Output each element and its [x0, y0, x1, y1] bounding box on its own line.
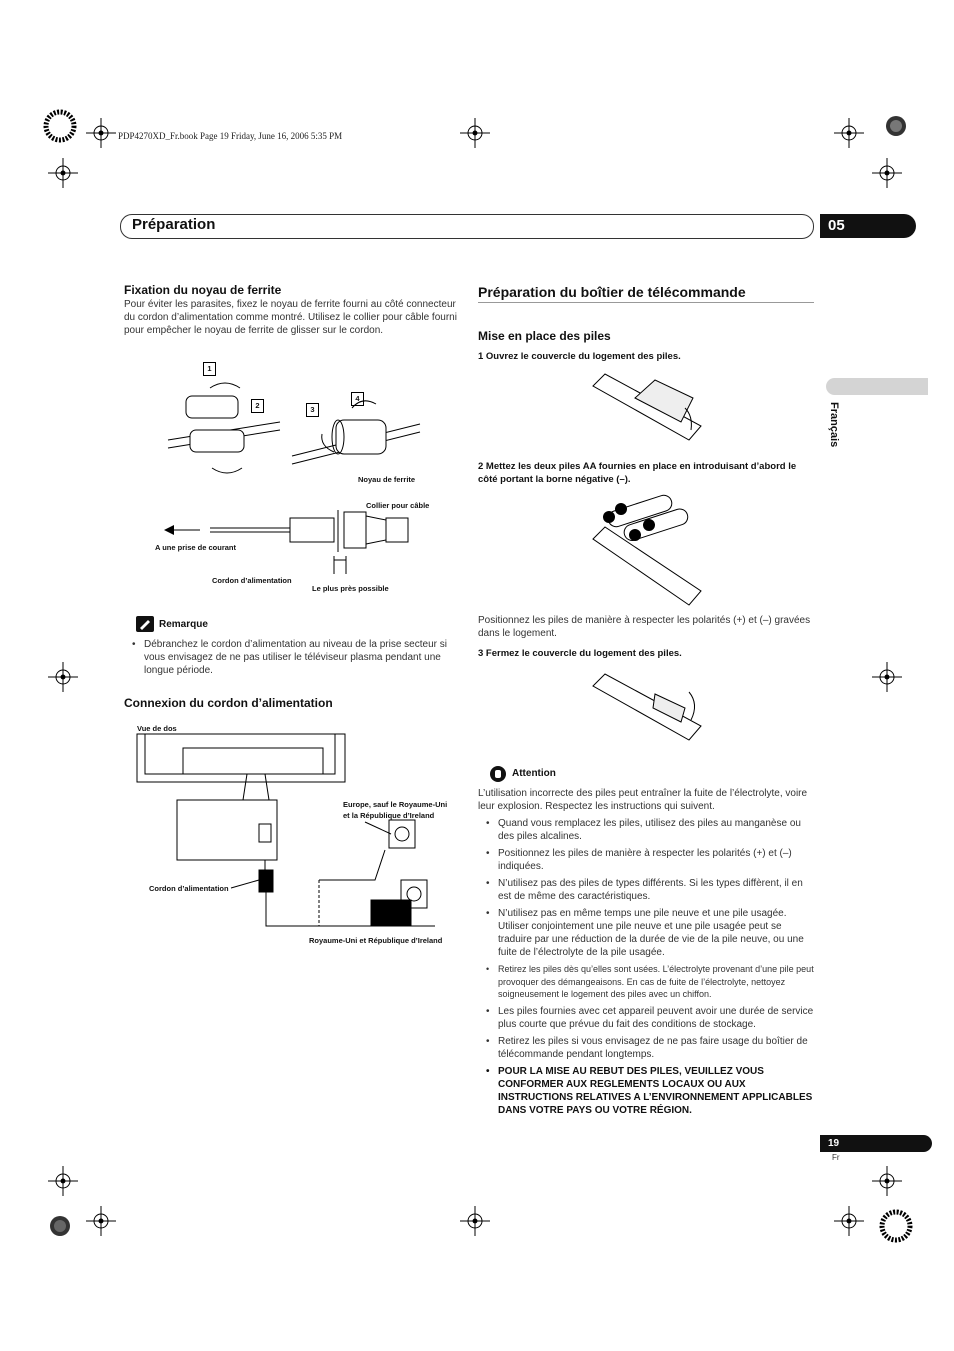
- caution-hand-icon: [490, 766, 506, 782]
- crosshair-icon: [86, 1206, 116, 1236]
- caution-item: • Retirez les piles si vous envisagez de ne pas faire usage du boîtier de télécommande pendant longtemps.: [480, 1035, 816, 1061]
- registration-mark-icon: [40, 106, 80, 146]
- step-4-label: 4: [351, 392, 364, 406]
- uk-label: Royaume-Uni et République d’Ireland: [309, 936, 443, 945]
- note-title: Remarque: [159, 619, 208, 630]
- rear-view-label: Vue de dos: [137, 724, 177, 733]
- caution-item: • N’utilisez pas en même temps une pile neuve et une pile usagée. Utiliser conjointement une pile neuve et une pile usagée peut se traduire par une réduction de la durée de vie de la pile neuve, ou une fuite de l’électrolyte de la pile usagée.: [480, 907, 816, 959]
- polarity-text: Positionnez les piles de manière à respecter les polarités (+) et (–) gravées dans le logement.: [478, 615, 811, 639]
- europe-label: Europe, sauf le Royaume-Uni et la République d’Ireland: [343, 800, 448, 820]
- cable-tie-label: Collier pour câble: [366, 501, 430, 510]
- caution-text: L’utilisation incorrecte des piles peut entraîner la fuite de l’électrolyte, voire leur explosion. Respectez les instructions qui suivent.: [478, 788, 808, 812]
- crosshair-icon: [48, 1166, 78, 1196]
- section-rule: [478, 302, 814, 303]
- to-outlet-label: A une prise de courant: [155, 543, 236, 552]
- crosshair-icon: [872, 662, 902, 692]
- crosshair-icon: [834, 1206, 864, 1236]
- caution-item: • Retirez les piles dès qu’elles sont usées. L’électrolyte provenant d’une pile peut provoquer des démangeaisons. En cas de fuite de l’électrolyte, nettoyez soigneusement le logement des piles avec un chiffon.: [480, 963, 816, 1001]
- note-list: [126, 638, 464, 681]
- power-cord-figure: [135, 730, 455, 950]
- note-item: • Débranchez le cordon d’alimentation au niveau de la prise secteur si vous envisagez de ne pas utiliser le téléviseur plasma pendant une longue période.: [126, 638, 464, 677]
- caution-title: Attention: [512, 768, 556, 779]
- crosshair-icon: [460, 118, 490, 148]
- step-3-text: 3 Fermez le couvercle du logement des piles.: [478, 648, 682, 659]
- page-title: Préparation: [132, 216, 216, 233]
- crosshair-icon: [872, 1166, 902, 1196]
- batteries-heading: Mise en place des piles: [478, 329, 611, 343]
- power-cord-heading: Connexion du cordon d’alimentation: [124, 696, 333, 710]
- remote-section-title: Préparation du boîtier de télécommande: [478, 284, 746, 300]
- step-3-label: 3: [306, 403, 319, 417]
- page-lang-code: Fr: [832, 1153, 840, 1162]
- step-1-text: 1 Ouvrez le couvercle du logement des piles.: [478, 351, 681, 362]
- crosshair-icon: [48, 158, 78, 188]
- crosshair-icon: [872, 158, 902, 188]
- note-pencil-icon: [136, 616, 154, 632]
- remote-batteries-figure: [585, 495, 705, 610]
- page-number: 19: [820, 1135, 932, 1152]
- caution-item: • Quand vous remplacez les piles, utilisez des piles au manganèse ou des piles alcalines.: [480, 817, 816, 843]
- language-label: Français: [828, 402, 840, 448]
- registration-mark-icon: [876, 106, 916, 146]
- file-info-line: PDP4270XD_Fr.book Page 19 Friday, June 16, 2006 5:35 PM: [118, 131, 343, 141]
- caution-item: • Positionnez les piles de manière à respecter les polarités (+) et (–) indiquées.: [480, 847, 816, 873]
- ferrite-heading: Fixation du noyau de ferrite: [124, 283, 282, 297]
- remote-close-figure: [585, 668, 705, 748]
- language-tab: [826, 378, 928, 395]
- crosshair-icon: [86, 118, 116, 148]
- registration-mark-icon: [876, 1206, 916, 1246]
- caution-item: • N’utilisez pas des piles de types différents. Si les types diffèrent, il en est de même des caractéristiques.: [480, 877, 816, 903]
- cord-label: Cordon d’alimentation: [149, 884, 229, 893]
- step-2-label: 2: [251, 399, 264, 413]
- crosshair-icon: [834, 118, 864, 148]
- ferrite-text: Pour éviter les parasites, fixez le noyau de ferrite fourni au côté connecteur du cordon d’alimentation comme montré. Utilisez le collier pour câble fourni pour empêcher le noyau de ferrite de glisser sur le cordon.: [124, 299, 457, 336]
- header-bar: [120, 214, 814, 239]
- chapter-number: 05: [820, 214, 916, 238]
- crosshair-icon: [48, 662, 78, 692]
- ferrite-core-label: Noyau de ferrite: [358, 475, 416, 484]
- caution-item: • POUR LA MISE AU REBUT DES PILES, VEUILLEZ VOUS CONFORMER AUX REGLEMENTS LOCAUX OU AUX INSTRUCTIONS RELATIVES A L’ENVIRONNEMENT APPLICABLES DANS VOTRE PAYS OU VOTRE RÉGION.: [480, 1065, 816, 1117]
- caution-list: [480, 817, 816, 1121]
- registration-mark-icon: [40, 1206, 80, 1246]
- caution-item: • Les piles fournies avec cet appareil peuvent avoir une durée de service plus courte que prévue du fait des conditions de stockage.: [480, 1005, 816, 1031]
- power-cord-label: Cordon d’alimentation: [212, 576, 292, 585]
- remote-open-figure: [585, 368, 705, 448]
- crosshair-icon: [460, 1206, 490, 1236]
- closest-label: Le plus près possible: [312, 584, 389, 593]
- step-1-label: 1: [203, 362, 216, 376]
- step-2-text: 2 Mettez les deux piles AA fournies en place en introduisant d’abord le côté portant la borne négative (–).: [478, 461, 797, 485]
